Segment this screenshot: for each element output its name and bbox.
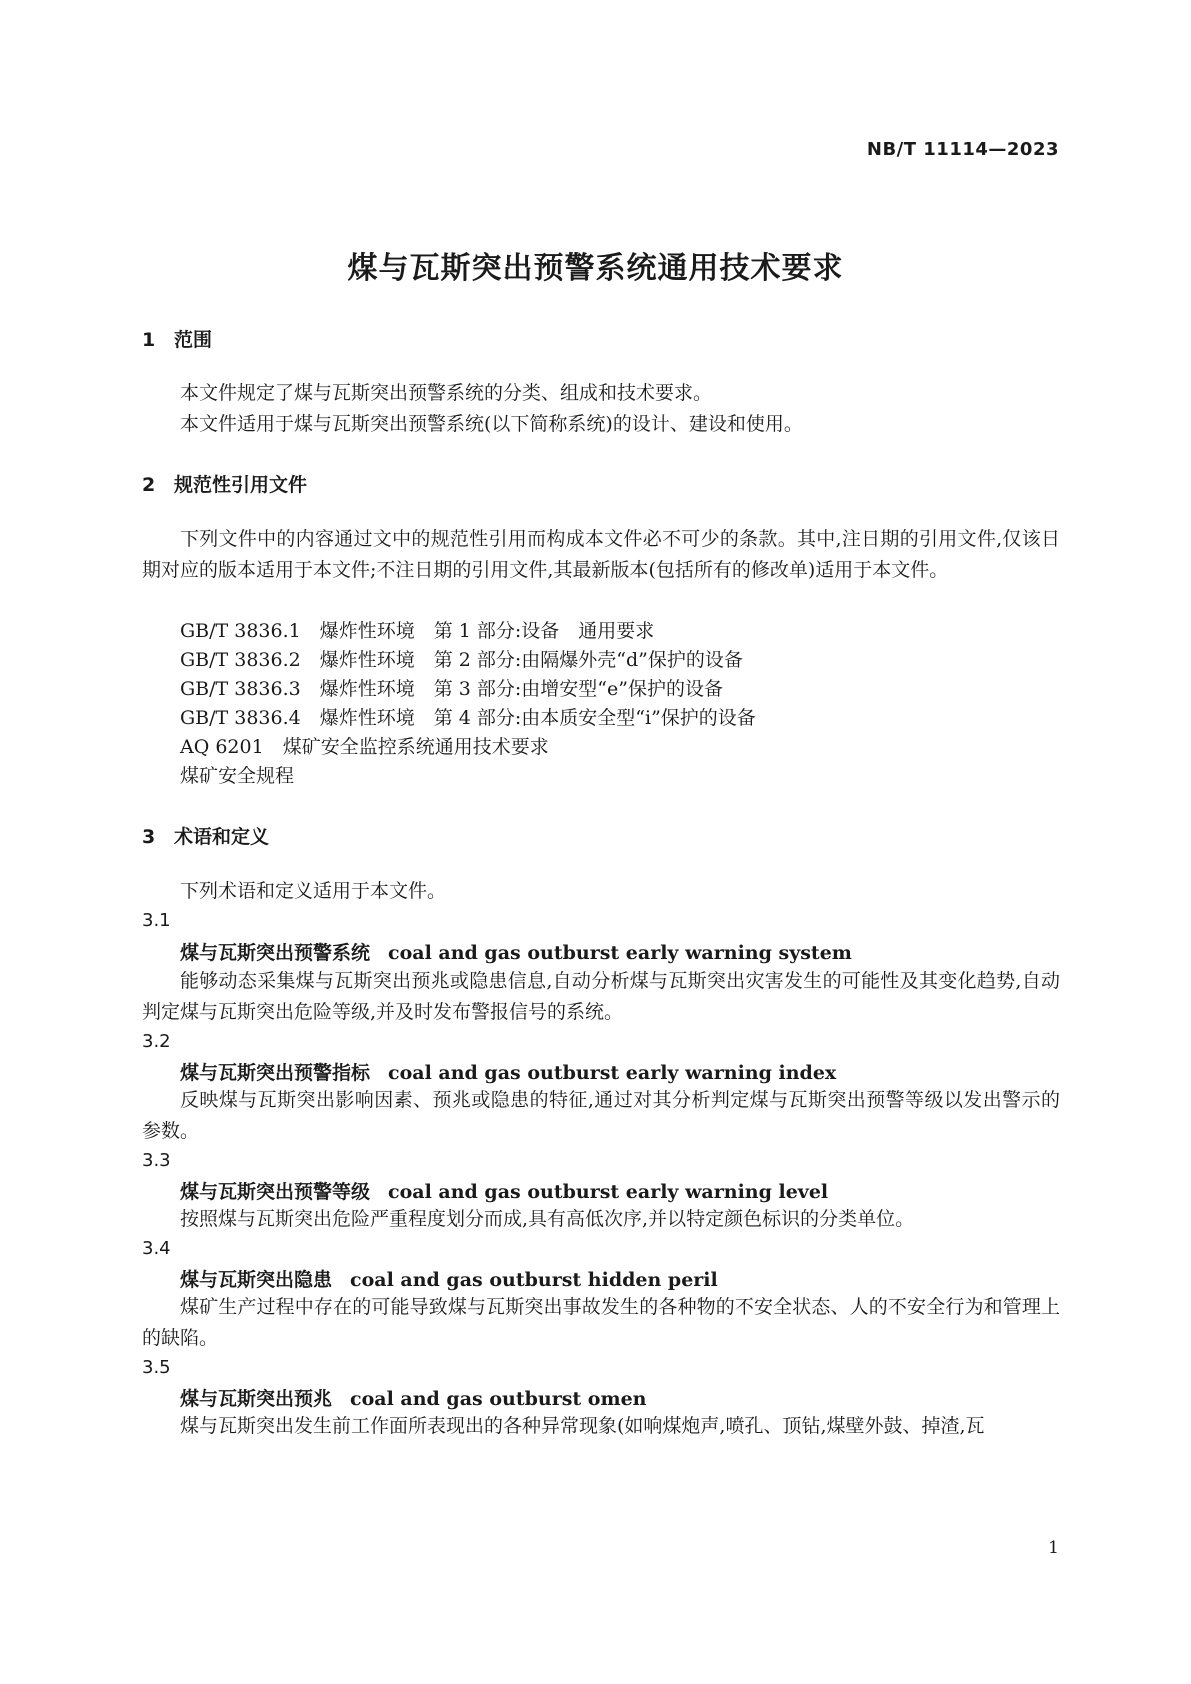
term-definition: 煤与瓦斯突出发生前工作面所表现出的各种异常现象(如响煤炮声,喷孔、顶钻,煤壁外鼓、掉渣,瓦 (180, 1415, 985, 1437)
page-number: 1 (1048, 1538, 1059, 1558)
term-heading (180, 938, 852, 965)
term-heading (180, 1265, 718, 1292)
section-number: 1 (142, 329, 156, 351)
term-chinese: 煤与瓦斯突出预兆 (180, 1388, 333, 1410)
term-heading (180, 1177, 828, 1204)
clause-number: 3.2 (142, 1031, 171, 1052)
terms-intro: 下列术语和定义适用于本文件。 (180, 880, 447, 902)
term-english: coal and gas outburst hidden peril (350, 1269, 718, 1291)
section-title: 规范性引用文件 (174, 474, 308, 496)
section-title: 范围 (174, 329, 213, 351)
document-title: 煤与瓦斯突出预警系统通用技术要求 (347, 251, 844, 286)
clause-number: 3.5 (142, 1357, 171, 1378)
term-chinese: 煤与瓦斯突出隐患 (180, 1269, 333, 1291)
term-definition: 按照煤与瓦斯突出危险严重程度划分而成,具有高低次序,并以特定颜色标识的分类单位。 (180, 1208, 915, 1230)
references-intro: 下列文件中的内容通过文中的规范性引用而构成本文件必不可少的条款。其中,注日期的引用文件,仅该日期对应的版本适用于本文件;不注日期的引用文件,其最新版本(包括所有的修改单)适用于本文件。 (142, 528, 1060, 581)
term-heading (180, 1058, 836, 1085)
term-chinese: 煤与瓦斯突出预警系统 (180, 942, 371, 964)
reference-item: GB/T 3836.2 爆炸性环境 第 2 部分:由隔爆外壳“d”保护的设备 (180, 649, 743, 671)
term-definition: 煤矿生产过程中存在的可能导致煤与瓦斯突出事故发生的各种物的不安全状态、人的不安全行为和管理上的缺陷。 (142, 1296, 1060, 1349)
reference-item: AQ 6201 煤矿安全监控系统通用技术要求 (180, 736, 549, 758)
reference-item: GB/T 3836.3 爆炸性环境 第 3 部分:由增安型“e”保护的设备 (180, 678, 723, 700)
clause-number: 3.4 (142, 1238, 171, 1259)
reference-item: 煤矿安全规程 (180, 765, 295, 787)
scope-paragraph-2: 本文件适用于煤与瓦斯突出预警系统(以下简称系统)的设计、建设和使用。 (180, 413, 803, 435)
section-title: 术语和定义 (174, 826, 270, 848)
section-3-heading (142, 822, 269, 849)
term-english: coal and gas outburst early warning level (388, 1181, 829, 1203)
term-english: coal and gas outburst omen (350, 1388, 647, 1410)
reference-item: GB/T 3836.4 爆炸性环境 第 4 部分:由本质安全型“i”保护的设备 (180, 707, 756, 729)
term-english: coal and gas outburst early warning system (388, 942, 852, 964)
term-heading (180, 1384, 646, 1411)
reference-item: GB/T 3836.1 爆炸性环境 第 1 部分:设备 通用要求 (180, 620, 655, 642)
clause-number: 3.1 (142, 910, 171, 931)
section-number: 2 (142, 474, 156, 496)
section-number: 3 (142, 826, 156, 848)
section-1-heading (142, 325, 212, 352)
standard-code: NB/T 11114—2023 (866, 139, 1059, 160)
term-chinese: 煤与瓦斯突出预警等级 (180, 1181, 371, 1203)
term-definition: 反映煤与瓦斯突出影响因素、预兆或隐患的特征,通过对其分析判定煤与瓦斯突出预警等级以发出警示的参数。 (142, 1089, 1060, 1142)
term-english: coal and gas outburst early warning index (388, 1062, 837, 1084)
scope-paragraph-1: 本文件规定了煤与瓦斯突出预警系统的分类、组成和技术要求。 (180, 382, 713, 404)
term-definition: 能够动态采集煤与瓦斯突出预兆或隐患信息,自动分析煤与瓦斯突出灾害发生的可能性及其变化趋势,自动判定煤与瓦斯突出危险等级,并及时发布警报信号的系统。 (142, 970, 1060, 1023)
term-chinese: 煤与瓦斯突出预警指标 (180, 1062, 371, 1084)
clause-number: 3.3 (142, 1150, 171, 1171)
section-2-heading (142, 470, 307, 497)
